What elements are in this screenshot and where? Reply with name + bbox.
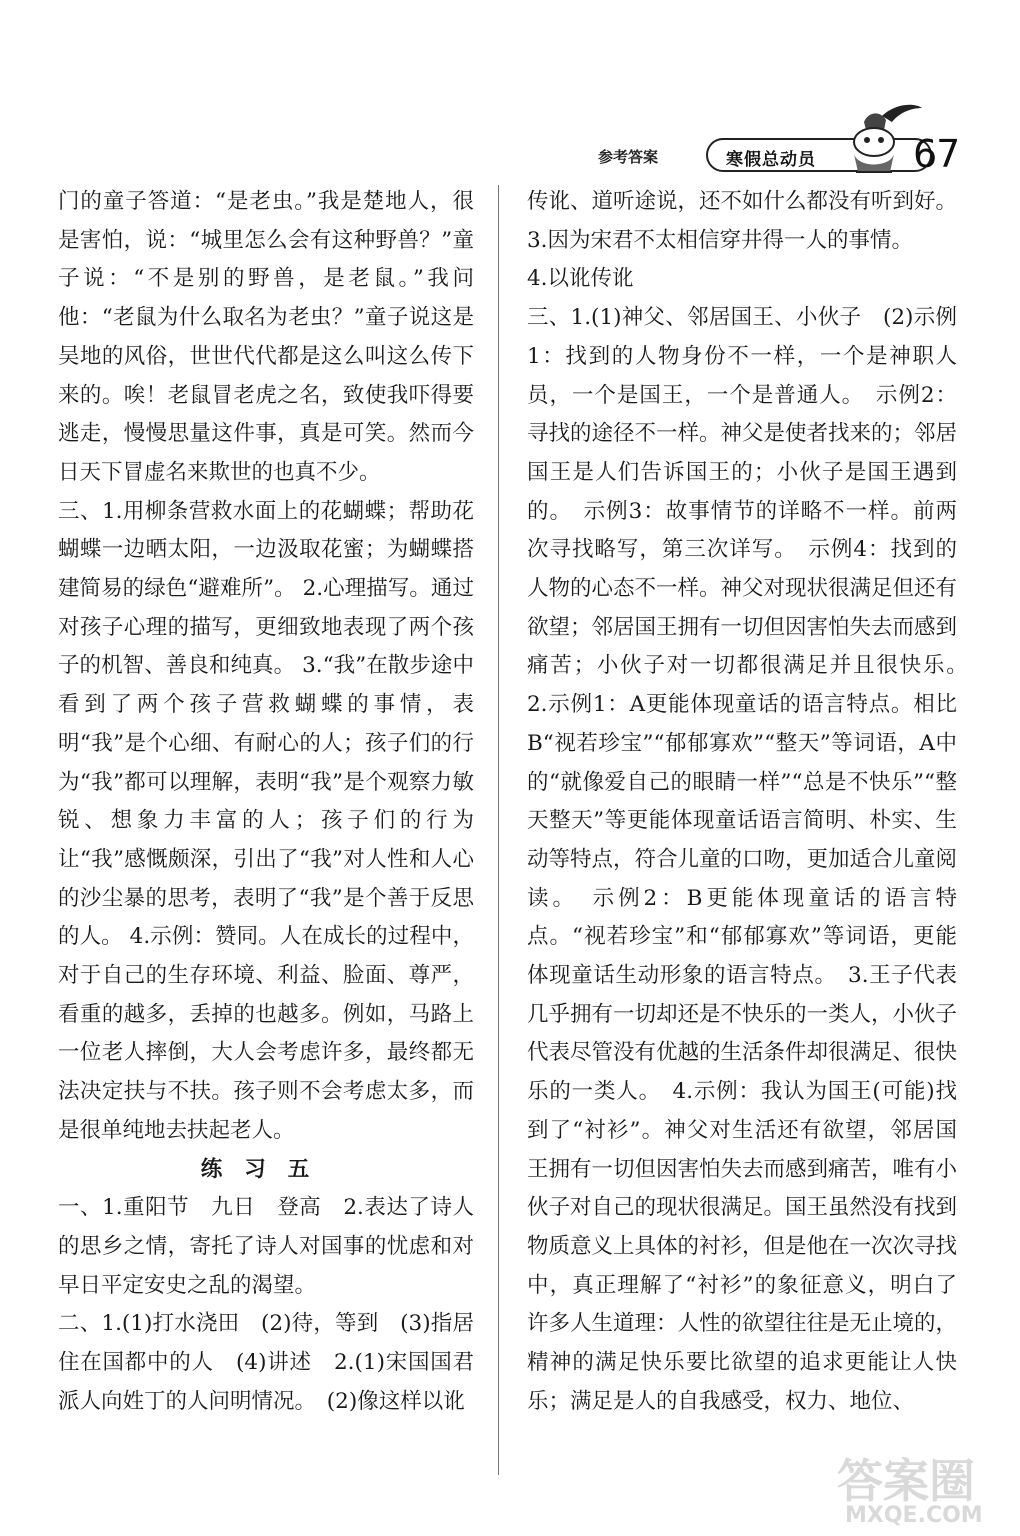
answer-paragraph: 三、1.(1)神父、邻居国王、小伙子 (2)示例1：找到的人物身份不一样，一个是神职人员，一个是国王，一个是普通人。 示例2：寻找的途径不一样。神父是使者找来的；邻居国王是人们告诉国王的；小伙子是国王遇到的。 示例3：故事情节的详略不一样。前两次寻找略写，第三次详写。 示例4：找到的人物的心态不一样。神父对现状很满足但还有欲望；邻居国王拥有一切但因害怕失去而感到痛苦；小伙子对一切都很满足并且很快乐。 2.示例1：A更能体现童话的语言特点。相比B“视若珍宝”“郁郁寡欢”“整天”等词语，A中的“就像爱自己的眼睛一样”“总是不快乐”“整天整天”等更能体现童话语言简明、朴实、生动等特点，符合儿童的口吻，更加适合儿童阅读。 示例2：B更能体现童话的语言特点。“视若珍宝”和“郁郁寡欢”等词语，更能体现童话生动形象的语言特点。 3.王子代表几乎拥有一切却还是不快乐的一类人，小伙子代表尽管没有优越的生活条件却很满足、很快乐的一类人。 4.示例：我认为国王(可能)找到了“衬衫”。神父对生活还有欲望，邻居国王拥有一切但因害怕失去而感到痛苦，唯有小伙子对自己的现状很满足。国王虽然没有找到物质意义上具体的衬衫，但是他在一次次寻找中，真正理解了“衬衫”的象征意义，明白了许多人生道理：人性的欲望往往是无止境的，精神的满足快乐要比欲望的追求更能让人快乐；满足是人的自我感受，权力、地位、 (527, 305, 979, 1414)
answer-paragraph: 3.因为宋君不太相信穿井得一人的事情。 (527, 227, 914, 253)
column-divider (498, 185, 499, 1475)
section-title: 练习五 (200, 1156, 332, 1182)
page-number: 67 (913, 132, 960, 176)
reference-answer-label: 参考答案 (598, 148, 659, 166)
right-column (527, 183, 979, 1422)
brand-title: 寒假总动员 (726, 150, 816, 170)
left-column (58, 183, 474, 1422)
answer-paragraph: 一、1.重阳节 九日 登高 2.表达了诗人的思乡之情，寄托了诗人对国事的忧虑和对早日平定安史之乱的渴望。 (58, 1195, 474, 1298)
answer-paragraph: 二、1.(1)打水浇田 (2)待，等到 (3)指居住在国都中的人 (4)讲述 2.(1)宋国国君派人向姓丁的人问明情况。 (2)像这样以讹 (58, 1311, 474, 1414)
watermark-url: MXQE.COM (845, 1503, 983, 1528)
mascot-icon (834, 102, 924, 180)
answer-paragraph: 4.以讹传讹 (527, 266, 634, 292)
answer-paragraph: 传讹、道听途说，还不如什么都没有听到好。 (527, 189, 958, 214)
answer-paragraph: 门的童子答道：“是老虫。”我是楚地人，很是害怕，说：“城里怎么会有这种野兽？”童子说：“不是别的野兽，是老鼠。”我问他：“老鼠为什么取名为老虫？”童子说这是吴地的风俗，世世代代都是这么叫这么传下来的。唉！老鼠冒老虎之名，致使我吓得要逃走，慢慢思量这件事，真是可笑。然而今日天下冒虚名来欺世的也真不少。 (58, 189, 474, 485)
watermark-logo-text: 答案圈 (837, 1454, 975, 1508)
page-header (598, 134, 998, 178)
watermark (835, 1445, 1000, 1533)
answer-paragraph: 三、1.用柳条营救水面上的花蝴蝶；帮助花蝴蝶一边晒太阳，一边汲取花蜜；为蝴蝶搭建简易的绿色“避难所”。 2.心理描写。通过对孩子心理的描写，更细致地表现了两个孩子的机智、善良和纯真。 3.“我”在散步途中看到了两个孩子营救蝴蝶的事情，表明“我”是个心细、有耐心的人；孩子们的行为“我”都可以理解，表明“我”是个观察力敏锐、想象力丰富的人；孩子们的行为让“我”感慨颇深，引出了“我”对人性和人心的沙尘暴的思考，表明了“我”是个善于反思的人。 4.示例：赞同。人在成长的过程中，对于自己的生存环境、利益、脸面、尊严，看重的越多，丢掉的也越多。例如，马路上一位老人摔倒，大人会考虑许多，最终都无法决定扶与不扶。孩子则不会考虑太多，而是很单纯地去扶起老人。 (58, 498, 474, 1143)
